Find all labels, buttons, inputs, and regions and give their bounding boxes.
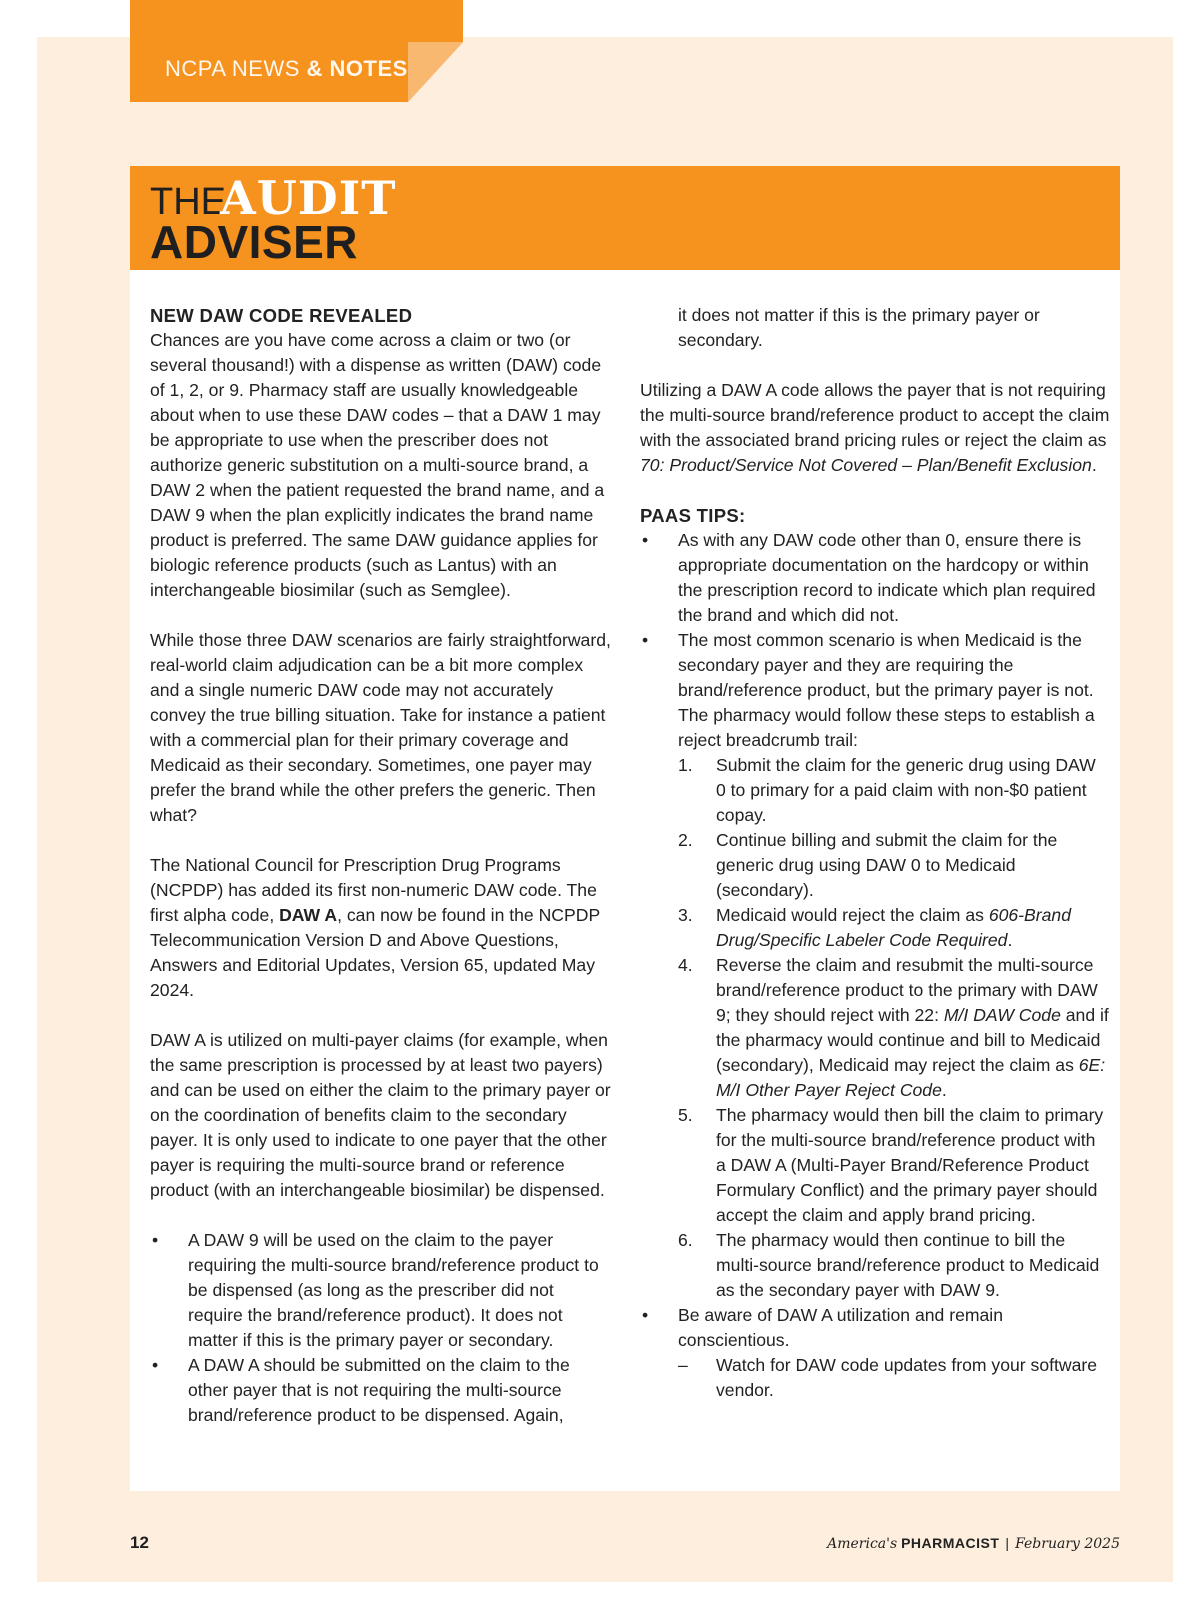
tips-heading: PAAS TIPS: (640, 505, 746, 526)
issue-date: February 2025 (1015, 1536, 1120, 1552)
step-text (716, 905, 1071, 950)
reject-code-6e: 6E: M/I Other Payer Reject Code (716, 1055, 1106, 1100)
article-heading: NEW DAW CODE REVEALED (150, 305, 413, 326)
paragraph-ncpdp-text-b: , can now be found in the NCPDP Telecommunication Version D and Above Questions, Answers and Editorial Updates, Version 65, updated May 2024. (150, 905, 600, 1000)
paragraph-scenarios: While those three DAW scenarios are fairly straightforward, real-world claim adjudication can be a bit more complex and a single numeric DAW code may not accurately convey the true billing situation. Take for instance a patient with a commercial plan for their primary coverage and Medicaid as their secondary. Sometimes, one payer may prefer the brand while the other prefers the generic. Then what? (150, 630, 611, 825)
step-text: The pharmacy would then bill the claim to primary for the multi-source brand/reference product with a DAW A (Multi-Payer Brand/Reference Product Formulary Conflict) and the primary payer should accept the claim and apply brand pricing. (716, 1105, 1104, 1225)
step-text (716, 955, 1109, 1100)
section-tab-label-bold: & NOTES (306, 56, 408, 81)
paragraph-daw-a-usage: DAW A is utilized on multi-payer claims (for example, when the same prescription is processed by at least two payers) and can be used on either the claim to the primary payer or on the coordination of benefits claim to the secondary payer. It is only used to indicate to one payer that the other payer is requiring the multi-source brand or reference product (with an interchangeable biosimilar) be dispensed. (150, 1030, 611, 1200)
title-audit: AUDIT (220, 171, 397, 225)
section-tab (130, 0, 408, 102)
list-item (150, 1353, 612, 1428)
sub-tip-item (640, 1353, 1110, 1403)
publication-name-bold: PHARMACIST (901, 1535, 1000, 1551)
step-item (640, 1103, 1110, 1228)
list-item-text: A DAW 9 will be used on the claim to the payer requiring the multi-source brand/reference product to be dispensed (as long as the prescriber did not require the brand/reference product). It does not matter if this is the primary payer or secondary. (188, 1230, 599, 1350)
step-item (640, 953, 1110, 1103)
bullet-marker: • (642, 1305, 649, 1325)
step-number: 5. (678, 1105, 693, 1125)
reject-code-606: 606-Brand Drug/Specific Labeler Code Required (716, 905, 1071, 950)
bullet-marker: • (152, 1355, 159, 1375)
step-number: 6. (678, 1230, 693, 1250)
section-tab-label-light: NCPA NEWS (165, 56, 300, 81)
step-item (640, 828, 1110, 903)
paragraph-utilizing-text-b: . (1091, 455, 1097, 475)
title-adviser: ADVISER (150, 216, 358, 268)
tip-item (640, 528, 1110, 628)
step-text-part: . (1007, 930, 1013, 950)
step-text: Submit the claim for the generic drug using DAW 0 to primary for a paid claim with non-$0 patient copay. (716, 755, 1096, 825)
step-item (640, 1228, 1110, 1303)
publication-footer (827, 1535, 1120, 1552)
reject-code-22: M/I DAW Code (943, 1005, 1061, 1025)
page-number: 12 (130, 1533, 149, 1552)
bullet-continuation: it does not matter if this is the primary payer or secondary. (678, 305, 1040, 350)
step-text-part: Medicaid would reject the claim as (716, 905, 989, 925)
sub-tip-text: Watch for DAW code updates from your software vendor. (716, 1355, 1098, 1400)
paragraph-ncpdp (150, 853, 612, 1003)
paragraph-ncpdp-text-a: The National Council for Prescription Drug Programs (NCPDP) has added its first non-numeric DAW code. The first alpha code, (150, 855, 597, 925)
daw-a-bold: DAW A (279, 905, 338, 925)
publication-name-italic: America's (827, 1536, 898, 1552)
step-number: 3. (678, 905, 693, 925)
section-tab-flap (408, 0, 468, 102)
title-the: THE (150, 181, 226, 223)
section-tab-label (165, 56, 408, 82)
tip-text: The most common scenario is when Medicaid is the secondary payer and they are requiring the brand/reference product, but the primary payer is not. The pharmacy would follow these steps to establish a reject breadcrumb trail: (678, 630, 1095, 750)
list-item-text: A DAW A should be submitted on the claim to the other payer that is not requiring the multi-source brand/reference product to be dispensed. Again, (188, 1355, 570, 1425)
paragraph-utilizing-text-a: Utilizing a DAW A code allows the payer that is not requiring the multi-source brand/reference product to accept the claim with the associated brand pricing rules or reject the claim as (640, 380, 1110, 450)
step-text-part: . (941, 1080, 947, 1100)
tip-item (640, 1303, 1110, 1353)
bullet-marker: • (642, 630, 649, 650)
tip-item (640, 628, 1110, 753)
step-text: The pharmacy would then continue to bill the multi-source brand/reference product to Medicaid as the secondary payer with DAW 9. (716, 1230, 1100, 1300)
left-column (150, 303, 612, 1428)
step-item (640, 753, 1110, 828)
tip-text: Be aware of DAW A utilization and remain conscientious. (678, 1305, 1003, 1350)
step-text: Continue billing and submit the claim for the generic drug using DAW 0 to Medicaid (secondary). (716, 830, 1058, 900)
tip-text: As with any DAW code other than 0, ensure there is appropriate documentation on the hardcopy or within the prescription record to indicate which plan required the brand and which did not. (678, 530, 1096, 625)
step-text-part: and if the pharmacy would continue and bill to Medicaid (secondary), Medicaid may reject the claim as (716, 1005, 1109, 1075)
reject-code-70: 70: Product/Service Not Covered – Plan/Benefit Exclusion (640, 455, 1092, 475)
footer-separator: | (1005, 1535, 1010, 1551)
step-number: 1. (678, 755, 693, 775)
list-item (150, 1228, 612, 1353)
bullet-marker: • (642, 530, 649, 550)
step-text-part: Reverse the claim and resubmit the multi-source brand/reference product to the primary with DAW 9; they should reject with 22: (716, 955, 1098, 1025)
right-column (640, 303, 1110, 1403)
bullet-marker: • (152, 1230, 159, 1250)
step-number: 4. (678, 955, 693, 975)
paragraph-intro: Chances are you have come across a claim or two (or several thousand!) with a dispense as written (DAW) code of 1, 2, or 9. Pharmacy staff are usually knowledgeable about when to use these DAW codes – that a DAW 1 may be appropriate to use when the prescriber does not authorize generic substitution on a multi-source brand, a DAW 2 when the patient requested the brand name, and a DAW 9 when the plan explicitly indicates the brand name product is preferred. The same DAW guidance applies for biologic reference products (such as Lantus) with an interchangeable biosimilar (such as Semglee). (150, 330, 605, 600)
step-number: 2. (678, 830, 693, 850)
step-item (640, 903, 1110, 953)
dash-marker: – (678, 1355, 688, 1375)
paragraph-utilizing (640, 378, 1110, 478)
